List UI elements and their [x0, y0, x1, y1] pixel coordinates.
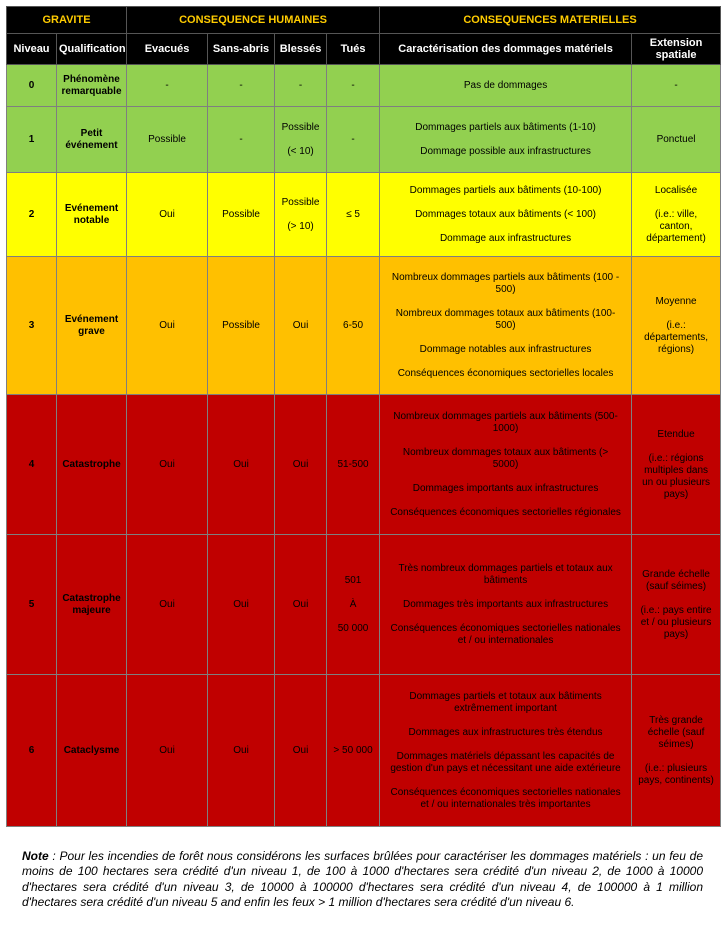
blesses-cell — [275, 257, 327, 395]
extension-cell-line: (sauf séimes) — [646, 580, 707, 592]
tues-cell — [327, 395, 380, 535]
extension-cell — [632, 257, 721, 395]
qualification-cell — [57, 257, 127, 395]
extension-cell-line: Moyenne — [655, 295, 697, 307]
damages-cell — [380, 675, 632, 827]
damages-cell-line: Nombreux dommages partiels aux bâtiments (500- — [393, 410, 618, 422]
level-cell: 4 — [7, 395, 57, 535]
evacues-cell: Oui — [127, 257, 208, 395]
damages-cell-line: Très nombreux dommages partiels et totaux aux — [398, 562, 613, 574]
damages-cell — [380, 65, 632, 107]
table-row — [7, 173, 721, 257]
damages-cell-line: Dommages aux infrastructures très étendus — [408, 726, 603, 738]
header-column-row — [7, 34, 721, 65]
extension-cell — [632, 535, 721, 675]
qualification-cell-line: événement — [65, 139, 118, 151]
damages-cell-line — [382, 197, 629, 209]
extension-cell-line: (i.e.: pays entire — [640, 604, 712, 616]
qualification-cell-line: Catastrophe — [62, 592, 121, 604]
extension-cell-line: régions) — [657, 343, 695, 355]
extension-cell-line: département) — [646, 232, 706, 244]
evacues-cell: Oui — [127, 173, 208, 257]
blesses-cell — [275, 395, 327, 535]
level-cell: 2 — [7, 173, 57, 257]
damages-cell-line: Nombreux dommages totaux aux bâtiments (> — [402, 446, 609, 458]
extension-cell — [632, 107, 721, 173]
extension-cell-line: (i.e.: régions — [648, 452, 704, 464]
evacues-cell: Oui — [127, 535, 208, 675]
extension-cell-line — [634, 308, 718, 320]
col-qualification: Qualification — [57, 34, 127, 65]
level-cell: 5 — [7, 535, 57, 675]
extension-cell-line: pays) — [663, 628, 689, 640]
extension-cell-line: un ou plusieurs — [642, 476, 710, 488]
tues-cell-line — [329, 587, 377, 599]
blesses-cell-line: Oui — [292, 319, 309, 331]
header-gravite: GRAVITE — [7, 7, 127, 34]
evacues-cell: Oui — [127, 675, 208, 827]
sans-abris-cell: Possible — [208, 173, 275, 257]
tues-cell-line — [329, 611, 377, 623]
damages-cell-line: Conséquences économiques sectorielles nationales — [390, 622, 621, 634]
damages-cell — [380, 395, 632, 535]
blesses-cell-line: (> 10) — [287, 220, 314, 232]
sans-abris-cell: Oui — [208, 675, 275, 827]
qualification-cell-line: Cataclysme — [63, 744, 120, 756]
extension-cell-line — [634, 197, 718, 209]
col-blesses: Blessés — [275, 34, 327, 65]
damages-cell — [380, 257, 632, 395]
tues-cell — [327, 535, 380, 675]
tues-cell-line: 6-50 — [343, 319, 364, 331]
sans-abris-cell: Oui — [208, 535, 275, 675]
blesses-cell-line: (< 10) — [287, 145, 314, 157]
qualification-cell — [57, 395, 127, 535]
damages-cell-line — [382, 611, 629, 623]
col-caracterisation: Caractérisation des dommages matériels — [380, 34, 632, 65]
extension-cell — [632, 675, 721, 827]
damages-cell-line — [382, 495, 629, 507]
extension-cell — [632, 395, 721, 535]
extension-cell-line: multiples dans — [644, 464, 708, 476]
damages-cell-line: Pas de dommages — [463, 79, 548, 91]
extension-cell-line: et / ou plusieurs — [640, 616, 712, 628]
tues-cell-line: ≤ 5 — [346, 208, 360, 220]
blesses-cell — [275, 107, 327, 173]
damages-cell-line: 5000) — [492, 458, 519, 470]
damages-cell-line: extrêmement important — [454, 702, 557, 714]
level-cell: 1 — [7, 107, 57, 173]
qualification-cell-line: remarquable — [61, 85, 122, 97]
damages-cell-line — [382, 715, 629, 727]
damages-cell-line — [382, 587, 629, 599]
blesses-cell-line: Oui — [292, 458, 309, 470]
table-row — [7, 395, 721, 535]
table-row — [7, 675, 721, 827]
tues-cell — [327, 65, 380, 107]
qualification-cell-line: grave — [78, 325, 105, 337]
level-cell: 3 — [7, 257, 57, 395]
col-tues: Tués — [327, 34, 380, 65]
damages-cell — [380, 107, 632, 173]
damages-cell-line: Conséquences économiques sectorielles régionales — [390, 506, 621, 518]
footnote — [22, 849, 703, 911]
extension-cell-line: (i.e.: — [666, 319, 686, 331]
header-consequences-materielles: CONSEQUENCES MATERIELLES — [380, 7, 721, 34]
damages-cell-line: 1000) — [492, 422, 519, 434]
extension-cell-line: Ponctuel — [656, 133, 696, 145]
gravity-scale-table — [6, 6, 721, 827]
tues-cell — [327, 173, 380, 257]
blesses-cell — [275, 173, 327, 257]
blesses-cell-line — [277, 209, 324, 221]
extension-cell-line: Grande échelle — [642, 568, 710, 580]
damages-cell-line — [382, 134, 629, 146]
header-consequences-humaines: CONSEQUENCE HUMAINES — [127, 7, 380, 34]
damages-cell-line: et / ou internationales — [457, 634, 554, 646]
extension-cell-line: (i.e.: ville, — [654, 208, 698, 220]
tues-cell — [327, 675, 380, 827]
damages-cell-line: Conséquences économiques sectorielles nationales — [390, 786, 621, 798]
qualification-cell — [57, 65, 127, 107]
extension-cell-line: Etendue — [657, 428, 695, 440]
damages-cell-line: Dommages très importants aux infrastructures — [403, 598, 609, 610]
damages-cell-line: Dommage notables aux infrastructures — [419, 343, 592, 355]
extension-cell-line: Localisée — [654, 184, 698, 196]
damages-cell-line: Dommages matériels dépassant les capacités de — [396, 750, 615, 762]
table-row — [7, 257, 721, 395]
sans-abris-cell: - — [208, 65, 275, 107]
qualification-cell-line: Evénement — [64, 313, 119, 325]
blesses-cell-line: Possible — [281, 121, 320, 133]
table-body — [7, 65, 721, 827]
evacues-cell: Oui — [127, 395, 208, 535]
damages-cell-line — [382, 356, 629, 368]
damages-cell-line — [382, 775, 629, 787]
col-niveau: Niveau — [7, 34, 57, 65]
table-row — [7, 535, 721, 675]
note-text: : Pour les incendies de forêt nous considérons les surfaces brûlées pour caractériser les dommages matériels : un feu de moins de 100 hectares sera crédité d'un niveau 1, de 100 à 1000 d'hectares sera crédité d'un niveau 2, de 1000 à 10000 d'hectares sera crédité d'un niveau 3, de 10000 à 100000 d'hectares sera crédité d'un niveau 4, de 100000 à 1 million d'hectares sera crédité d'un niveau 5 and enfin les feux > 1 million d'hectares sera crédité d'un niveau 6. — [22, 849, 703, 910]
blesses-cell-line: Possible — [281, 196, 320, 208]
damages-cell-line: Dommage aux infrastructures — [439, 232, 572, 244]
qualification-cell — [57, 675, 127, 827]
sans-abris-cell: Oui — [208, 395, 275, 535]
evacues-cell: Possible — [127, 107, 208, 173]
extension-cell-line — [634, 751, 718, 763]
header-group-row — [7, 7, 721, 34]
extension-cell-line — [634, 441, 718, 453]
blesses-cell-line: Oui — [292, 598, 309, 610]
extension-cell-line: Très grande — [649, 714, 703, 726]
damages-cell-line: Dommages partiels et totaux aux bâtiments — [409, 690, 602, 702]
level-cell: 6 — [7, 675, 57, 827]
damages-cell-line: Dommages totaux aux bâtiments (< 100) — [415, 208, 597, 220]
col-extension: Extension spatiale — [632, 34, 721, 65]
damages-cell — [380, 173, 632, 257]
damages-cell-line — [382, 296, 629, 308]
extension-cell-line: départements, — [644, 331, 709, 343]
extension-cell-line — [634, 593, 718, 605]
extension-cell — [632, 173, 721, 257]
table-row — [7, 65, 721, 107]
damages-cell-line: 500) — [495, 319, 516, 331]
damages-cell-line — [382, 332, 629, 344]
damages-cell-line: Dommages importants aux infrastructures — [412, 482, 599, 494]
sans-abris-cell: - — [208, 107, 275, 173]
tues-cell-line: > 50 000 — [333, 744, 373, 756]
qualification-cell — [57, 535, 127, 675]
qualification-cell-line: Catastrophe — [62, 458, 121, 470]
damages-cell-line: Dommage possible aux infrastructures — [420, 145, 591, 157]
damages-cell-line: Dommages partiels aux bâtiments (10-100) — [409, 184, 602, 196]
extension-cell-line: canton, — [659, 220, 693, 232]
tues-cell-line: - — [351, 133, 355, 145]
tues-cell-line: 50 000 — [337, 622, 369, 634]
tues-cell-line: À — [349, 598, 357, 610]
note-label: Note — [22, 849, 49, 863]
damages-cell-line: Conséquences économiques sectorielles locales — [397, 367, 614, 379]
damages-cell-line: et / ou internationales très importantes — [420, 798, 591, 810]
col-sans-abris: Sans-abris — [208, 34, 275, 65]
extension-cell-line: séimes) — [658, 738, 694, 750]
qualification-cell-line: majeure — [72, 604, 111, 616]
damages-cell-line — [382, 221, 629, 233]
sans-abris-cell: Possible — [208, 257, 275, 395]
tues-cell-line: 501 — [344, 574, 362, 586]
extension-cell-line: pays, continents) — [638, 774, 714, 786]
qualification-cell-line: Petit — [80, 127, 103, 139]
qualification-cell — [57, 107, 127, 173]
blesses-cell-line: Oui — [292, 744, 309, 756]
damages-cell-line — [382, 739, 629, 751]
table-row — [7, 107, 721, 173]
blesses-cell-line: - — [298, 79, 303, 91]
blesses-cell — [275, 535, 327, 675]
damages-cell-line: bâtiments — [483, 574, 528, 586]
damages-cell-line: Nombreux dommages partiels aux bâtiments (100 - — [391, 271, 620, 283]
qualification-cell-line: Evénement — [64, 202, 119, 214]
blesses-cell — [275, 675, 327, 827]
damages-cell-line: 500) — [495, 283, 516, 295]
qualification-cell-line: Phénomène — [63, 73, 120, 85]
extension-cell-line: - — [674, 79, 678, 91]
level-cell: 0 — [7, 65, 57, 107]
damages-cell — [380, 535, 632, 675]
damages-cell-line: gestion d'un pays et nécessitant une aide extérieure — [390, 762, 621, 774]
tues-cell-line: - — [351, 79, 355, 91]
tues-cell-line: 51-500 — [337, 458, 369, 470]
extension-cell-line: échelle (sauf — [647, 726, 705, 738]
damages-cell-line: Nombreux dommages totaux aux bâtiments (100- — [395, 307, 616, 319]
qualification-cell-line: notable — [73, 214, 110, 226]
extension-cell-line: pays) — [663, 488, 689, 500]
qualification-cell — [57, 173, 127, 257]
damages-cell-line — [382, 435, 629, 447]
damages-cell-line — [382, 471, 629, 483]
tues-cell — [327, 107, 380, 173]
blesses-cell — [275, 65, 327, 107]
extension-cell-line: (i.e.: plusieurs — [644, 762, 708, 774]
tues-cell — [327, 257, 380, 395]
blesses-cell-line — [277, 134, 324, 146]
col-evacues: Evacués — [127, 34, 208, 65]
damages-cell-line: Dommages partiels aux bâtiments (1-10) — [415, 121, 596, 133]
evacues-cell: - — [127, 65, 208, 107]
extension-cell — [632, 65, 721, 107]
